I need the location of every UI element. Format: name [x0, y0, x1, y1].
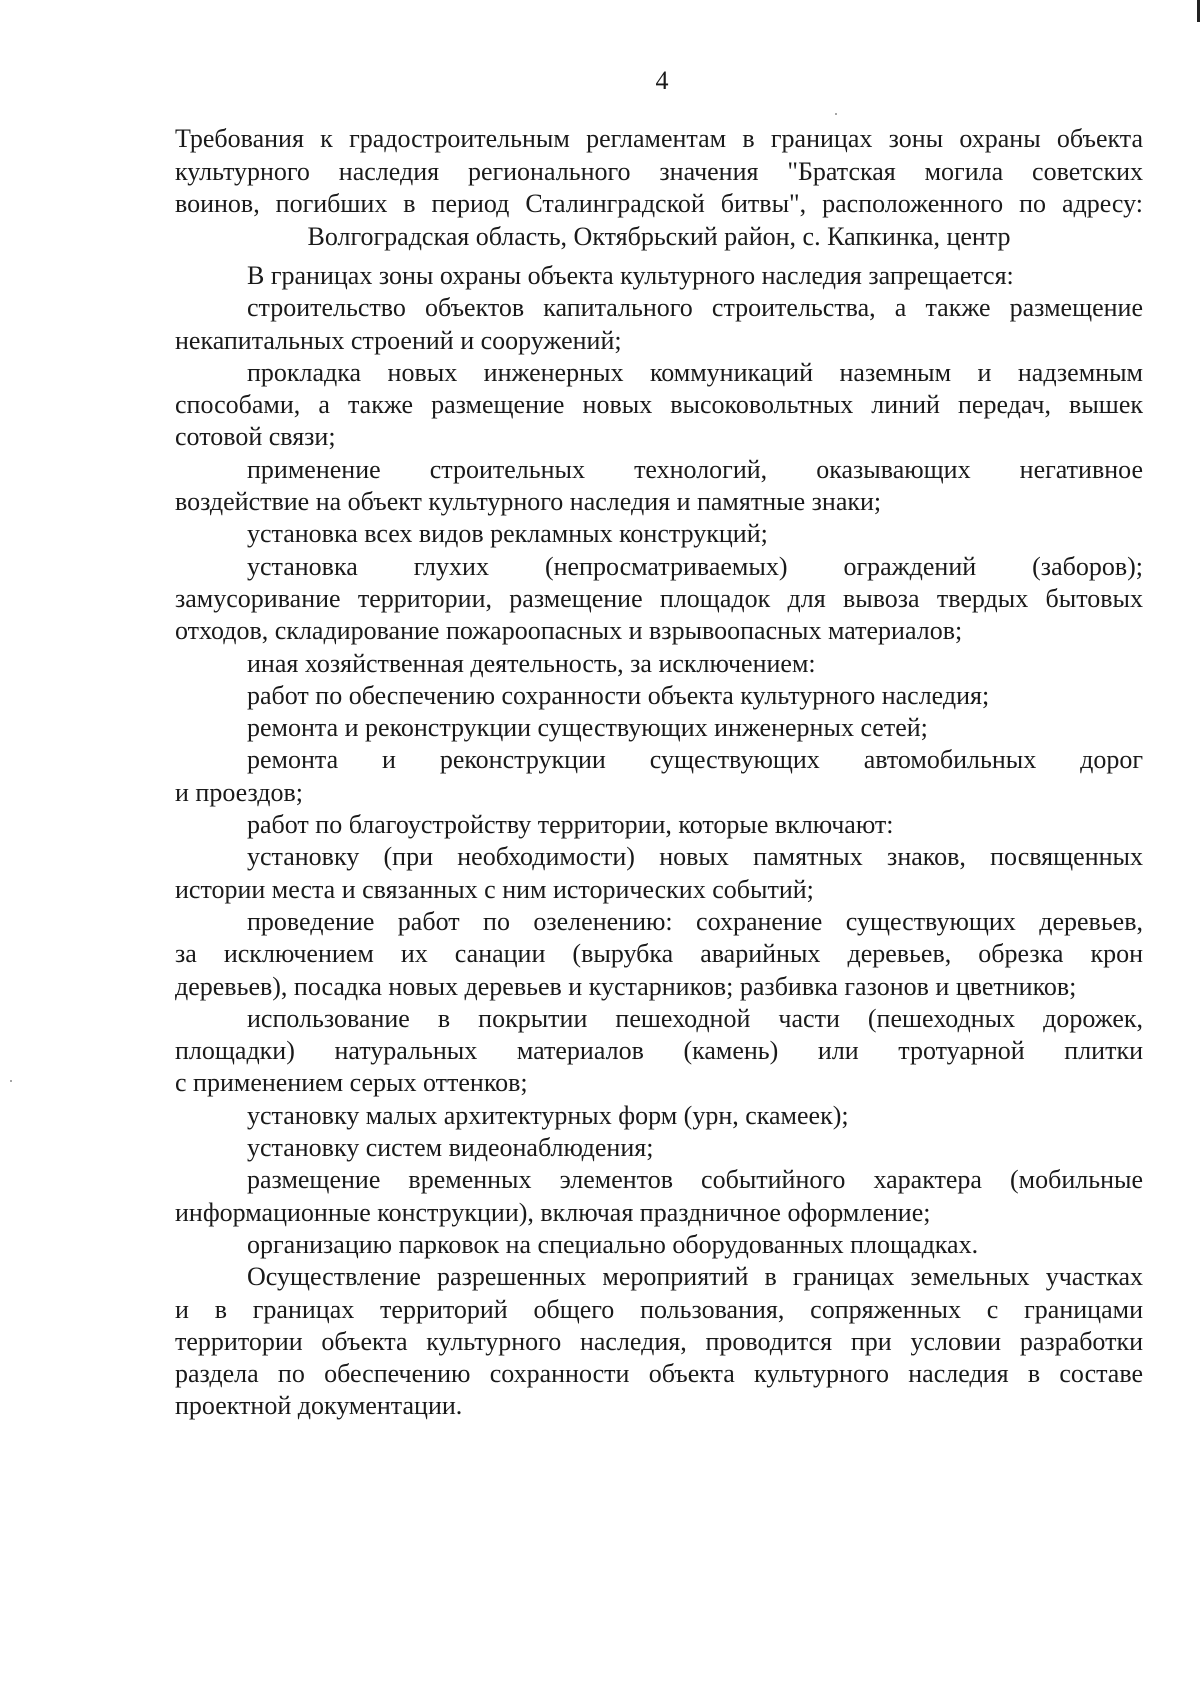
paragraph-line: использование в покрытии пешеходной части (пешеходных дорожек,: [247, 1003, 1143, 1033]
paragraph: [175, 518, 1143, 550]
heading-line: культурного наследия регионального значения "Братская могила советских: [175, 156, 1143, 186]
paragraph-line: истории места и связанных с ним исторических событий;: [175, 874, 814, 904]
paragraph-line: раздела по обеспечению сохранности объекта культурного наследия в составе: [175, 1359, 1143, 1389]
scan-speck: [10, 1080, 12, 1082]
paragraph-line: ремонта и реконструкции существующих инженерных сетей;: [247, 713, 928, 743]
heading-line: Требования к градостроительным регламентам в границах зоны охраны объекта: [175, 124, 1143, 153]
paragraph-line: способами, а также размещение новых высоковольтных линий передач, вышек: [175, 390, 1143, 420]
heading-line: воинов, погибших в период Сталинградской битвы", расположенного по адресу:: [175, 189, 1143, 218]
paragraph: [175, 292, 1143, 357]
paragraph: [175, 1100, 1143, 1132]
paragraph-line: площадки) натуральных материалов (камень) или тротуарной плитки: [175, 1036, 1143, 1066]
paragraph-line: отходов, складирование пожароопасных и взрывоопасных материалов;: [175, 616, 963, 646]
paragraph: [175, 712, 1143, 744]
paragraph-line: некапитальных строений и сооружений;: [175, 325, 622, 355]
paragraph-line: и в границах территорий общего пользования, сопряженных с границами: [175, 1294, 1143, 1324]
paragraph: [175, 680, 1143, 712]
paragraph-line: проектной документации.: [175, 1391, 463, 1421]
paragraph: [175, 841, 1143, 906]
document-heading: [175, 123, 1143, 253]
paragraph: [175, 1003, 1143, 1100]
paragraph-line: с применением серых оттенков;: [175, 1068, 528, 1098]
paragraph: [175, 1132, 1143, 1164]
paragraph-line: организацию парковок на специально оборудованных площадках.: [247, 1229, 979, 1259]
paragraph-line: за исключением их санации (вырубка аварийных деревьев, обрезка крон: [175, 939, 1143, 969]
paragraph-line: проведение работ по озеленению: сохранение существующих деревьев,: [247, 906, 1143, 936]
paragraph: [175, 1164, 1143, 1229]
paragraph: [175, 357, 1143, 454]
paragraph: [175, 1261, 1143, 1422]
paragraph-line: установку систем видеонаблюдения;: [247, 1133, 654, 1163]
scan-speck: [835, 113, 837, 115]
paragraph-line: Осуществление разрешенных мероприятий в границах земельных участках: [247, 1262, 1143, 1292]
paragraph-line: и проездов;: [175, 777, 304, 807]
paragraph: [175, 809, 1143, 841]
paragraph-line: сотовой связи;: [175, 422, 336, 452]
paragraph: [175, 744, 1143, 809]
paragraph: [175, 454, 1143, 519]
paragraph-line: ремонта и реконструкции существующих автомобильных дорог: [247, 745, 1143, 775]
paragraph-line: установка глухих (непросматриваемых) ограждений (заборов);: [247, 551, 1143, 581]
paragraph: [175, 1229, 1143, 1261]
paragraph-line: работ по благоустройству территории, которые включают:: [247, 810, 894, 840]
paragraph-line: территории объекта культурного наследия, проводится при условии разработки: [175, 1326, 1143, 1356]
paragraph-line: установку (при необходимости) новых памятных знаков, посвященных: [247, 842, 1143, 872]
paragraph-line: деревьев), посадка новых деревьев и кустарников; разбивка газонов и цветников;: [175, 971, 1077, 1001]
paragraph-line: установка всех видов рекламных конструкций;: [247, 519, 768, 549]
paragraph-line: иная хозяйственная деятельность, за исключением:: [247, 648, 816, 678]
paragraph-line: В границах зоны охраны объекта культурного наследия запрещается:: [247, 261, 1014, 290]
page-number: 4: [655, 66, 669, 95]
paragraph-line: прокладка новых инженерных коммуникаций наземным и надземным: [247, 357, 1143, 387]
heading-line: Волгоградская область, Октябрьский район, с. Капкинка, центр: [307, 221, 1011, 251]
paragraph: [175, 648, 1143, 680]
paragraph-line: замусоривание территории, размещение площадок для вывоза твердых бытовых: [175, 583, 1143, 613]
paragraph: [175, 260, 1143, 292]
paragraph-line: работ по обеспечению сохранности объекта культурного наследия;: [247, 680, 990, 710]
paragraph-line: информационные конструкции), включая праздничное оформление;: [175, 1197, 931, 1227]
document-body: [175, 260, 1143, 1423]
paragraph-line: строительство объектов капитального строительства, а также размещение: [247, 293, 1143, 323]
paragraph-line: установку малых архитектурных форм (урн, скамеек);: [247, 1100, 849, 1130]
paragraph-line: применение строительных технологий, оказывающих негативное: [247, 454, 1143, 484]
paragraph: [175, 551, 1143, 648]
paragraph-line: воздействие на объект культурного наследия и памятные знаки;: [175, 487, 882, 517]
paragraph: [175, 906, 1143, 1003]
paragraph-line: размещение временных элементов событийного характера (мобильные: [247, 1165, 1143, 1195]
